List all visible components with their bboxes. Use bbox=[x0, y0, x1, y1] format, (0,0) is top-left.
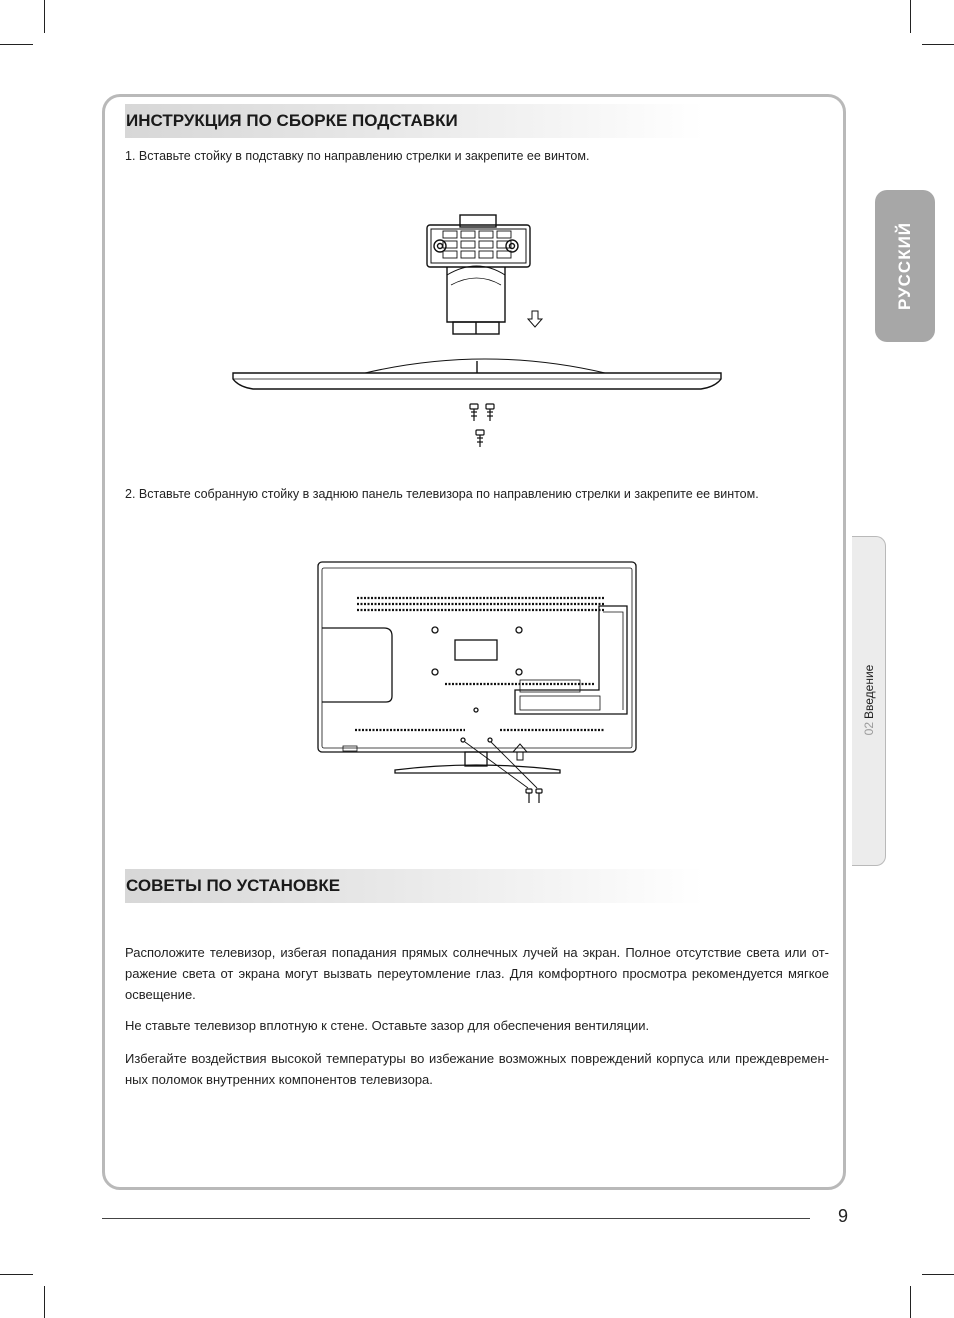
crop-mark bbox=[0, 1274, 33, 1275]
section-title: Введение bbox=[862, 664, 876, 719]
crop-mark bbox=[910, 1286, 911, 1318]
section-label bbox=[862, 665, 876, 736]
assembly-step-2: 2. Вставьте собранную стойку в заднюю панель телевизора по направлению стрелки и закрепите ее винтом. bbox=[125, 487, 759, 501]
page-number: 9 bbox=[838, 1206, 849, 1226]
tips-paragraph: Расположите телевизор, избегая попадания прямых солнечных лучей на экран. Полное отсутствие света или от-ражение света от экрана могут вызвать переутомление глаз. Для комфортного просмотра рекомендуется мягкое освещение. bbox=[125, 945, 829, 1002]
assembly-step-1: 1. Вставьте стойку в подставку по направлению стрелки и закрепите ее винтом. bbox=[125, 149, 590, 163]
section-number: 02 bbox=[862, 721, 876, 736]
language-tab bbox=[875, 190, 935, 342]
stand-assembly-illustration bbox=[225, 205, 730, 455]
tips-paragraph: Избегайте воздействия высокой температуры во избежание возможных повреждений корпуса или преждевремен-ных поломок внутренних компонентов телевизора. bbox=[125, 1051, 829, 1087]
crop-mark bbox=[44, 0, 45, 33]
tips-heading: СОВЕТЫ ПО УСТАНОВКЕ bbox=[125, 869, 705, 903]
crop-mark bbox=[922, 1274, 954, 1275]
crop-mark bbox=[44, 1286, 45, 1318]
crop-mark bbox=[922, 44, 954, 45]
crop-mark bbox=[0, 44, 33, 45]
assembly-heading: ИНСТРУКЦИЯ ПО СБОРКЕ ПОДСТАВКИ bbox=[125, 104, 705, 138]
footer-rule bbox=[102, 1218, 810, 1219]
language-label: РУССКИЙ bbox=[895, 221, 914, 311]
tips-paragraph: Не ставьте телевизор вплотную к стене. Оставьте зазор для обеспечения вентиляции. bbox=[125, 1018, 650, 1033]
crop-mark bbox=[910, 0, 911, 33]
tv-back-panel-illustration bbox=[315, 560, 640, 810]
